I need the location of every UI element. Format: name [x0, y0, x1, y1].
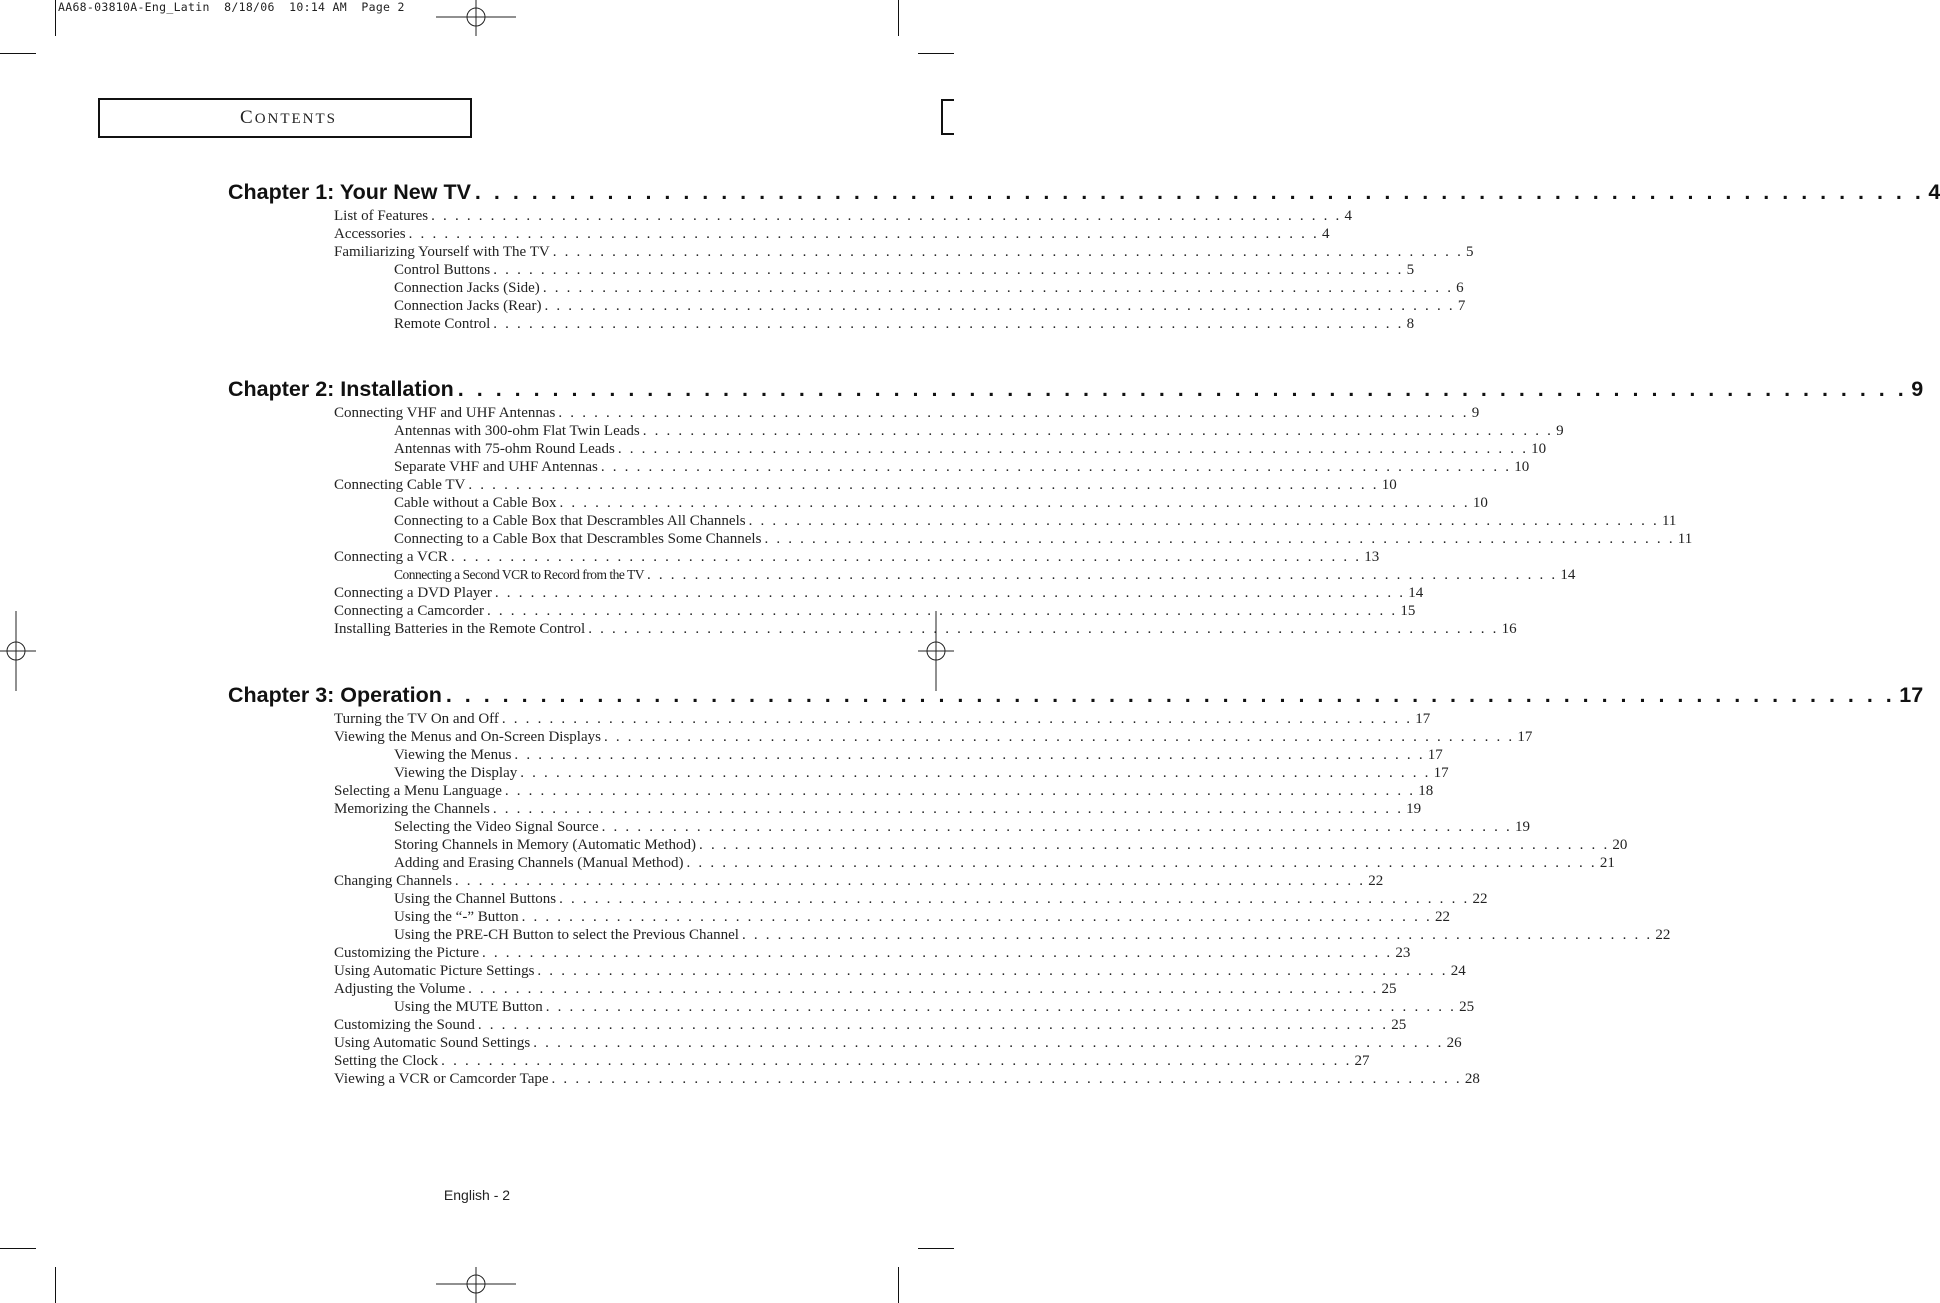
- toc-entry-page-number: 10: [1514, 459, 1530, 475]
- registration-mark-left: [0, 611, 36, 691]
- dot-leader: . . . . . . . . . . . . . . . . . . . . . . . . . . . . . . . . . . . . . . . . . . . . . . . . . . . . . . . . . . . . . . . . . . . . . . . . . . . . .: [441, 1053, 1352, 1069]
- toc-entry-label: Setting the Clock: [334, 1053, 439, 1069]
- registration-mark-top: [436, 0, 516, 36]
- toc-entry-label: Using the PRE-CH Button to select the Previous Channel: [394, 927, 739, 943]
- toc-entry-page-number: 22: [1655, 927, 1671, 943]
- toc-entry-page-number: 19: [1514, 819, 1530, 835]
- dot-leader: . . . . . . . . . . . . . . . . . . . . . . . . . . . . . . . . . . . . . . . . . . . . . . . . . . . . . . . . . . . . . . . . . . . . . . . . . . . . .: [493, 262, 1404, 278]
- toc-entry-label: Antennas with 300-ohm Flat Twin Leads: [394, 423, 640, 439]
- dot-leader: . . . . . . . . . . . . . . . . . . . . . . . . . . . . . . . . . . . . . . . . . . . . . . . . . . . . . . . . . . . . . . . . . . . . . . . . . . . . .: [521, 909, 1432, 925]
- toc-entry-page-number: 9: [1471, 405, 1480, 421]
- toc-entry-label: Viewing the Menus and On-Screen Displays: [334, 729, 601, 745]
- dot-leader: . . . . . . . . . . . . . . . . . . . . . . . . . . . . . . . . . . . . . . . . . . . . . . . . . . . . . . . . . . . . . . . . . . . . . . . . . . . . .: [450, 549, 1362, 565]
- contents-header-rest: ONTENTS: [254, 111, 338, 127]
- dot-leader: . . . . . . . . . . . . . . . . . . . . . . . . . . . . . . . . . . . . . . . . . . . . . . . . . . . . . . . . . . . . . . . . . . . . . . . . . . . . .: [741, 927, 1653, 943]
- crop-mark-top-right-h: [918, 53, 954, 54]
- dot-leader: . . . . . . . . . . . . . . . . . . . . . . . . . . . . . . . . . . . . . . . . . . . . . . . . . . . . . . . . . . . . . . . . . . . . . . . . . . . . .: [457, 377, 1908, 401]
- chapter-heading[interactable]: [228, 377, 1924, 407]
- toc-entry-label: Using Automatic Sound Settings: [334, 1035, 531, 1051]
- toc-entry[interactable]: [394, 298, 1466, 316]
- dot-leader: . . . . . . . . . . . . . . . . . . . . . . . . . . . . . . . . . . . . . . . . . . . . . . . . . . . . . . . . . . . . . . . . . . . . . . . . . . . . .: [603, 729, 1515, 745]
- toc-entry[interactable]: [334, 1017, 1407, 1035]
- toc-entry[interactable]: [334, 945, 1411, 963]
- dot-leader: . . . . . . . . . . . . . . . . . . . . . . . . . . . . . . . . . . . . . . . . . . . . . . . . . . . . . . . . . . . . . . . . . . . . . . . . . . . . .: [501, 711, 1413, 727]
- contents-header-label: [240, 107, 337, 129]
- toc-entry-page-number: 20: [1612, 837, 1628, 853]
- toc-entry-label: Using Automatic Picture Settings: [334, 963, 535, 979]
- crop-mark-top-left-h: [0, 53, 36, 54]
- toc-entry[interactable]: [394, 837, 1628, 855]
- crop-mark-bottom-left-h: [0, 1248, 36, 1249]
- dot-leader: . . . . . . . . . . . . . . . . . . . . . . . . . . . . . . . . . . . . . . . . . . . . . . . . . . . . . . . . . . . . . . . . . . . . . . . . . . . . .: [492, 801, 1404, 817]
- dot-leader: . . . . . . . . . . . . . . . . . . . . . . . . . . . . . . . . . . . . . . . . . . . . . . . . . . . . . . . . . . . . . . . . . . . . . . . . . . . . .: [504, 783, 1416, 799]
- toc-entry-label: Installing Batteries in the Remote Control: [334, 621, 586, 637]
- chapter-title: Chapter 3: Operation: [228, 683, 442, 707]
- dot-leader: . . . . . . . . . . . . . . . . . . . . . . . . . . . . . . . . . . . . . . . . . . . . . . . . . . . . . . . . . . . . . . . . . . . . . . . . . . . . .: [642, 423, 1554, 439]
- dot-leader: . . . . . . . . . . . . . . . . . . . . . . . . . . . . . . . . . . . . . . . . . . . . . . . . . . . . . . . . . . . . . . . . . . . . . . . . . . . . .: [533, 1035, 1444, 1051]
- dot-leader: . . . . . . . . . . . . . . . . . . . . . . . . . . . . . . . . . . . . . . . . . . . . . . . . . . . . . . . . . . . . . . . . . . . . . . . . . . . . .: [486, 603, 1398, 619]
- toc-entry-page-number: 23: [1395, 945, 1411, 961]
- dot-leader: . . . . . . . . . . . . . . . . . . . . . . . . . . . . . . . . . . . . . . . . . . . . . . . . . . . . . . . . . . . . . . . . . . . . . . . . . . . . .: [474, 180, 1925, 204]
- crop-mark-bottom-left-v: [55, 1267, 56, 1303]
- dot-leader: . . . . . . . . . . . . . . . . . . . . . . . . . . . . . . . . . . . . . . . . . . . . . . . . . . . . . . . . . . . . . . . . . . . . . . . . . . . . .: [477, 1017, 1389, 1033]
- dot-leader: . . . . . . . . . . . . . . . . . . . . . . . . . . . . . . . . . . . . . . . . . . . . . . . . . . . . . . . . . . . . . . . . . . . . . . . . . . . . .: [537, 963, 1448, 979]
- toc-entry[interactable]: [394, 262, 1415, 280]
- toc-entry-page-number: 4: [1344, 208, 1353, 224]
- toc-entry-label: Connecting a VCR: [334, 549, 448, 565]
- toc-entry-page-number: 5: [1466, 244, 1474, 260]
- toc-entry[interactable]: [394, 927, 1671, 945]
- dot-leader: . . . . . . . . . . . . . . . . . . . . . . . . . . . . . . . . . . . . . . . . . . . . . . . . . . . . . . . . . . . . . . . . . . . . . . . . . . . . .: [748, 513, 1659, 529]
- toc-entry-label: Memorizing the Channels: [334, 801, 490, 817]
- dot-leader: . . . . . . . . . . . . . . . . . . . . . . . . . . . . . . . . . . . . . . . . . . . . . . . . . . . . . . . . . . . . . . . . . . . . . . . . . . . . .: [431, 208, 1342, 224]
- toc-entry[interactable]: [334, 1053, 1370, 1071]
- toc-entry-label: Selecting a Menu Language: [334, 783, 502, 799]
- dot-leader: . . . . . . . . . . . . . . . . . . . . . . . . . . . . . . . . . . . . . . . . . . . . . . . . . . . . . . . . . . . . . . . . . . . . . . . . . . . . .: [646, 567, 1558, 583]
- toc-entry-page-number: 17: [1433, 765, 1449, 781]
- toc-entry-label: Connection Jacks (Rear): [394, 298, 542, 314]
- toc-entry[interactable]: [334, 801, 1422, 819]
- dot-leader: . . . . . . . . . . . . . . . . . . . . . . . . . . . . . . . . . . . . . . . . . . . . . . . . . . . . . . . . . . . . . . . . . . . . . . . . . . . . .: [445, 683, 1896, 707]
- toc-entry-page-number: 24: [1450, 963, 1466, 979]
- toc-entry-page-number: 22: [1368, 873, 1384, 889]
- toc-entry-label: Connecting to a Cable Box that Descrambles Some Channels: [394, 531, 762, 547]
- toc-entry-label: Adding and Erasing Channels (Manual Method): [394, 855, 684, 871]
- side-tab-marker: [941, 99, 954, 135]
- toc-entry-page-number: 17: [1517, 729, 1533, 745]
- toc-entry-label: Connecting a DVD Player: [334, 585, 492, 601]
- toc-entry-page-number: 25: [1381, 981, 1397, 997]
- toc-entry[interactable]: [394, 459, 1530, 477]
- toc-entry-page-number: 10: [1472, 495, 1488, 511]
- toc-entry-page-number: 5: [1406, 262, 1415, 278]
- dot-leader: . . . . . . . . . . . . . . . . . . . . . . . . . . . . . . . . . . . . . . . . . . . . . . . . . . . . . . . . . . . . . . . . . . . . . . . . . . . . .: [600, 459, 1512, 475]
- crop-mark-bottom-right-h: [918, 1248, 954, 1249]
- toc-entry-label: Customizing the Picture: [334, 945, 479, 961]
- dot-leader: . . . . . . . . . . . . . . . . . . . . . . . . . . . . . . . . . . . . . . . . . . . . . . . . . . . . . . . . . . . . . . . . . . . . . . . . . . . . .: [601, 819, 1512, 835]
- dot-leader: . . . . . . . . . . . . . . . . . . . . . . . . . . . . . . . . . . . . . . . . . . . . . . . . . . . . . . . . . . . . . . . . . . . . . . . . . . . . .: [408, 226, 1319, 242]
- toc-entry-page-number: 19: [1406, 801, 1422, 817]
- toc-entry[interactable]: [394, 441, 1547, 459]
- toc-entry-label: Viewing a VCR or Camcorder Tape: [334, 1071, 549, 1087]
- dot-leader: . . . . . . . . . . . . . . . . . . . . . . . . . . . . . . . . . . . . . . . . . . . . . . . . . . . . . . . . . . . . . . . . . . . . . . . . . . . . .: [588, 621, 1499, 637]
- dot-leader: . . . . . . . . . . . . . . . . . . . . . . . . . . . . . . . . . . . . . . . . . . . . . . . . . . . . . . . . . . . . . . . . . . . . . . . . . . . . .: [542, 280, 1454, 296]
- crop-mark-bottom-right-v: [898, 1267, 899, 1303]
- dot-leader: . . . . . . . . . . . . . . . . . . . . . . . . . . . . . . . . . . . . . . . . . . . . . . . . . . . . . . . . . . . . . . . . . . . . . . . . . . . . .: [481, 945, 1393, 961]
- toc-entry[interactable]: [334, 1035, 1462, 1053]
- dot-leader: . . . . . . . . . . . . . . . . . . . . . . . . . . . . . . . . . . . . . . . . . . . . . . . . . . . . . . . . . . . . . . . . . . . . . . . . . . . . .: [764, 531, 1675, 547]
- toc-entry[interactable]: [334, 873, 1384, 891]
- toc-entry[interactable]: [394, 513, 1677, 531]
- toc-entry-page-number: 10: [1381, 477, 1397, 493]
- dot-leader: . . . . . . . . . . . . . . . . . . . . . . . . . . . . . . . . . . . . . . . . . . . . . . . . . . . . . . . . . . . . . . . . . . . . . . . . . . . . .: [558, 405, 1469, 421]
- toc-entry[interactable]: [334, 603, 1416, 621]
- toc-entry[interactable]: [334, 1071, 1480, 1089]
- toc-entry[interactable]: [334, 405, 1480, 423]
- chapter-heading[interactable]: [228, 180, 1940, 210]
- toc-entry-page-number: 15: [1400, 603, 1416, 619]
- toc-entry-page-number: 22: [1472, 891, 1488, 907]
- toc-entry[interactable]: [394, 423, 1564, 441]
- toc-entry-label: Connecting a Second VCR to Record from the TV: [394, 567, 644, 582]
- dot-leader: . . . . . . . . . . . . . . . . . . . . . . . . . . . . . . . . . . . . . . . . . . . . . . . . . . . . . . . . . . . . . . . . . . . . . . . . . . . . .: [514, 747, 1425, 763]
- contents-header-initial: C: [240, 107, 255, 128]
- dot-leader: . . . . . . . . . . . . . . . . . . . . . . . . . . . . . . . . . . . . . . . . . . . . . . . . . . . . . . . . . . . . . . . . . . . . . . . . . . . . .: [468, 981, 1379, 997]
- dot-leader: . . . . . . . . . . . . . . . . . . . . . . . . . . . . . . . . . . . . . . . . . . . . . . . . . . . . . . . . . . . . . . . . . . . . . . . . . . . . .: [454, 873, 1366, 889]
- toc-entry-label: List of Features: [334, 208, 429, 224]
- chapter-page-number: 17: [1899, 683, 1924, 707]
- chapter-heading[interactable]: [228, 683, 1924, 713]
- toc-entry-page-number: 28: [1464, 1071, 1480, 1087]
- crop-mark-top-left-v: [55, 0, 56, 36]
- toc-entry[interactable]: [394, 999, 1475, 1017]
- toc-entry-page-number: 17: [1427, 747, 1443, 763]
- toc-entry[interactable]: [334, 208, 1353, 226]
- toc-entry-page-number: 14: [1408, 585, 1424, 601]
- toc-entry-label: Accessories: [334, 226, 406, 242]
- toc-entry[interactable]: [394, 855, 1615, 873]
- dot-leader: . . . . . . . . . . . . . . . . . . . . . . . . . . . . . . . . . . . . . . . . . . . . . . . . . . . . . . . . . . . . . . . . . . . . . . . . . . . . .: [552, 244, 1464, 260]
- toc-entry[interactable]: [394, 280, 1464, 298]
- toc-entry[interactable]: [334, 549, 1380, 567]
- toc-entry[interactable]: [394, 495, 1488, 513]
- toc-entry-label: Cable without a Cable Box: [394, 495, 557, 511]
- toc-entry-label: Antennas with 75-ohm Round Leads: [394, 441, 615, 457]
- toc-entry-page-number: 18: [1418, 783, 1434, 799]
- chapter-page-number: 4: [1928, 180, 1940, 204]
- toc-entry-page-number: 27: [1354, 1053, 1370, 1069]
- toc-entry-page-number: 11: [1661, 513, 1677, 529]
- toc-entry-page-number: 8: [1406, 316, 1415, 332]
- chapter-title: Chapter 2: Installation: [228, 377, 454, 401]
- dot-leader: . . . . . . . . . . . . . . . . . . . . . . . . . . . . . . . . . . . . . . . . . . . . . . . . . . . . . . . . . . . . . . . . . . . . . . . . . . . . .: [520, 765, 1431, 781]
- toc-entry[interactable]: [394, 747, 1443, 765]
- toc-entry-label: Separate VHF and UHF Antennas: [394, 459, 598, 475]
- toc-entry-label: Familiarizing Yourself with The TV: [334, 244, 550, 260]
- toc-entry-label: Control Buttons: [394, 262, 491, 278]
- toc-entry-page-number: 6: [1456, 280, 1464, 296]
- toc-entry[interactable]: [334, 711, 1431, 729]
- crop-mark-top-right-v: [898, 0, 899, 36]
- chapter-title: Chapter 1: Your New TV: [228, 180, 471, 204]
- toc-entry-page-number: 17: [1415, 711, 1431, 727]
- toc-entry[interactable]: [334, 621, 1517, 639]
- toc-entry-label: Viewing the Menus: [394, 747, 512, 763]
- dot-leader: . . . . . . . . . . . . . . . . . . . . . . . . . . . . . . . . . . . . . . . . . . . . . . . . . . . . . . . . . . . . . . . . . . . . . . . . . . . . .: [544, 298, 1455, 314]
- toc-entry-label: Turning the TV On and Off: [334, 711, 499, 727]
- toc-entry-label: Using the Channel Buttons: [394, 891, 557, 907]
- dot-leader: . . . . . . . . . . . . . . . . . . . . . . . . . . . . . . . . . . . . . . . . . . . . . . . . . . . . . . . . . . . . . . . . . . . . . . . . . . . . .: [559, 495, 1470, 511]
- toc-entry[interactable]: [394, 316, 1415, 334]
- toc-entry[interactable]: [334, 226, 1330, 244]
- toc-entry[interactable]: [394, 819, 1530, 837]
- toc-entry[interactable]: [394, 531, 1693, 549]
- toc-entry-page-number: 11: [1677, 531, 1693, 547]
- toc-entry-label: Using the “-” Button: [394, 909, 519, 925]
- toc-entry-page-number: 14: [1560, 567, 1576, 583]
- toc-entry[interactable]: [334, 585, 1424, 603]
- toc-entry-page-number: 13: [1364, 549, 1380, 565]
- dot-leader: . . . . . . . . . . . . . . . . . . . . . . . . . . . . . . . . . . . . . . . . . . . . . . . . . . . . . . . . . . . . . . . . . . . . . . . . . . . . .: [468, 477, 1379, 493]
- toc-entry-label: Changing Channels: [334, 873, 452, 889]
- toc-entry-page-number: 10: [1531, 441, 1547, 457]
- toc-entry-label: Adjusting the Volume: [334, 981, 466, 997]
- dot-leader: . . . . . . . . . . . . . . . . . . . . . . . . . . . . . . . . . . . . . . . . . . . . . . . . . . . . . . . . . . . . . . . . . . . . . . . . . . . . .: [686, 855, 1597, 871]
- toc-entry-page-number: 22: [1434, 909, 1450, 925]
- toc-entry-page-number: 25: [1391, 1017, 1407, 1033]
- dot-leader: . . . . . . . . . . . . . . . . . . . . . . . . . . . . . . . . . . . . . . . . . . . . . . . . . . . . . . . . . . . . . . . . . . . . . . . . . . . . .: [559, 891, 1470, 907]
- toc-entry-page-number: 9: [1556, 423, 1564, 439]
- toc-entry[interactable]: [334, 981, 1397, 999]
- toc-entry[interactable]: [334, 963, 1466, 981]
- toc-entry[interactable]: [394, 909, 1450, 927]
- toc-entry[interactable]: [394, 891, 1488, 909]
- toc-entry-label: Viewing the Display: [394, 765, 518, 781]
- dot-leader: . . . . . . . . . . . . . . . . . . . . . . . . . . . . . . . . . . . . . . . . . . . . . . . . . . . . . . . . . . . . . . . . . . . . . . . . . . . . .: [493, 316, 1404, 332]
- toc-entry-label: Connecting to a Cable Box that Descrambles All Channels: [394, 513, 746, 529]
- toc-entry-page-number: 26: [1446, 1035, 1462, 1051]
- toc-entry[interactable]: [334, 477, 1397, 495]
- toc-entry[interactable]: [334, 244, 1474, 262]
- toc-entry-label: Storing Channels in Memory (Automatic Method): [394, 837, 697, 853]
- toc-entry-label: Connecting a Camcorder: [334, 603, 484, 619]
- toc-entry-page-number: 16: [1501, 621, 1517, 637]
- toc-entry-label: Connecting VHF and UHF Antennas: [334, 405, 556, 421]
- toc-entry-label: Connecting Cable TV: [334, 477, 466, 493]
- toc-entry[interactable]: [334, 729, 1533, 747]
- dot-leader: . . . . . . . . . . . . . . . . . . . . . . . . . . . . . . . . . . . . . . . . . . . . . . . . . . . . . . . . . . . . . . . . . . . . . . . . . . . . .: [551, 1071, 1462, 1087]
- dot-leader: . . . . . . . . . . . . . . . . . . . . . . . . . . . . . . . . . . . . . . . . . . . . . . . . . . . . . . . . . . . . . . . . . . . . . . . . . . . . .: [617, 441, 1529, 457]
- toc-entry-label: Selecting the Video Signal Source: [394, 819, 599, 835]
- registration-mark-bottom: [436, 1267, 516, 1303]
- toc-entry[interactable]: [394, 765, 1449, 783]
- toc-entry[interactable]: [334, 783, 1434, 801]
- toc-entry-page-number: 4: [1322, 226, 1330, 242]
- toc-entry-label: Connection Jacks (Side): [394, 280, 540, 296]
- chapter-page-number: 9: [1911, 377, 1924, 401]
- toc-entry-page-number: 7: [1457, 298, 1466, 314]
- toc-entry-page-number: 21: [1599, 855, 1615, 871]
- dot-leader: . . . . . . . . . . . . . . . . . . . . . . . . . . . . . . . . . . . . . . . . . . . . . . . . . . . . . . . . . . . . . . . . . . . . . . . . . . . . .: [699, 837, 1610, 853]
- toc-entry-page-number: 25: [1459, 999, 1475, 1015]
- toc-entry[interactable]: [394, 567, 1576, 585]
- dot-leader: . . . . . . . . . . . . . . . . . . . . . . . . . . . . . . . . . . . . . . . . . . . . . . . . . . . . . . . . . . . . . . . . . . . . . . . . . . . . .: [494, 585, 1406, 601]
- page-footer: English - 2: [443, 1187, 511, 1203]
- toc-entry-label: Remote Control: [394, 316, 491, 332]
- dot-leader: . . . . . . . . . . . . . . . . . . . . . . . . . . . . . . . . . . . . . . . . . . . . . . . . . . . . . . . . . . . . . . . . . . . . . . . . . . . . .: [545, 999, 1457, 1015]
- printer-slug: AA68-03810A-Eng_Latin 8/18/06 10:14 AM Page 2: [58, 0, 405, 14]
- toc-entry-label: Using the MUTE Button: [394, 999, 543, 1015]
- toc-entry-label: Customizing the Sound: [334, 1017, 475, 1033]
